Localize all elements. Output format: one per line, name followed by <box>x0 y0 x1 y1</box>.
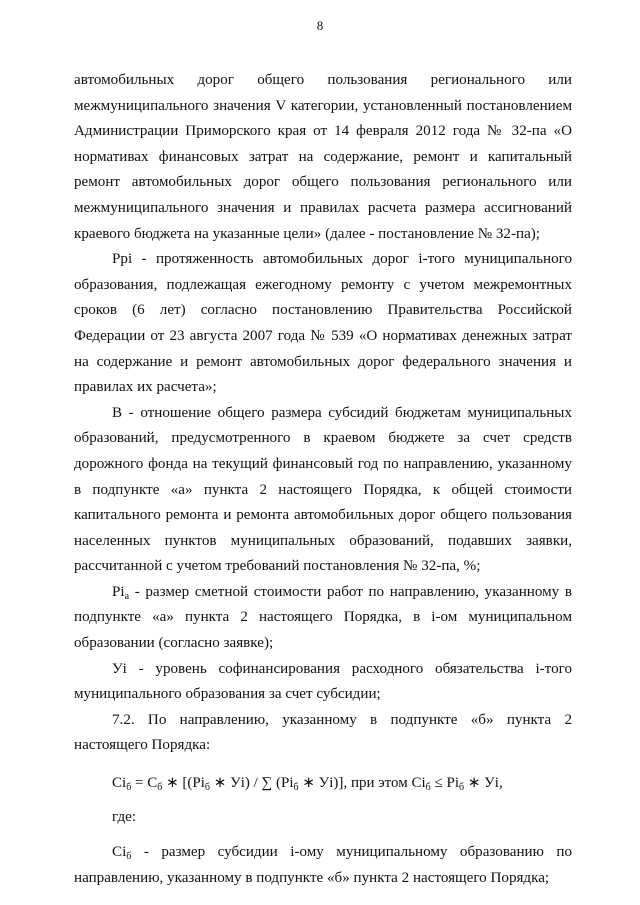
formula-cond-end: ∗ Уi, <box>464 775 503 792</box>
document-body <box>74 68 572 891</box>
paragraph-v: В - отношение общего размера субсидий бюджетам муниципальных образований, предусмотренного в краевом бюджете за счет средств дорожного фонда на текущий финансовый год по направлению, указанному в подпункте «а» пункта 2 настоящего Порядка, к общей стоимости капитального ремонта и ремонта автомобильных дорог общего пользования населенных пунктов муниципальных образований, подавших заявки, рассчитанной с учетом требований постановления № 32-па, %; <box>74 404 572 575</box>
formula-lhs: Ci <box>112 775 127 792</box>
paragraph-pia <box>74 580 572 657</box>
formula-body-2: ∗ Уi) / ∑ (Pi <box>210 775 294 792</box>
paragraph-cib <box>74 840 572 891</box>
formula-pi-sub: б <box>204 782 211 794</box>
formula-c-sub: б <box>157 782 163 794</box>
formula-body-1: ∗ [(Pi <box>162 775 205 792</box>
paragraph-ui: Уi - уровень софинансирования расходного обязательства i-того муниципального образования за счет субсидии; <box>74 660 572 703</box>
paragraph-cib-text: - размер субсидии i-ому муниципальному образованию по направлению, указанному в подпункте «б» пункта 2 настоящего Порядка; <box>74 844 572 886</box>
formula-lhs-sub: б <box>126 782 132 794</box>
paragraph-pri: Pрi - протяженность автомобильных дорог i-того муниципального образования, подлежащая ежегодному ремонту с учетом межремонтных сроков (6 лет) согласно постановлению Правительства Российской Федерации от 23 августа 2007 года № 539 «О нормативах денежных затрат на содержание и ремонт автомобильных дорог федерального значения и правилах их расчета»; <box>74 251 572 396</box>
paragraph-1: автомобильных дорог общего пользования регионального или межмуниципального значения V категории, установленный постановлением Администрации Приморского края от 14 февраля 2012 года № 32-па «О нормативах финансовых затрат на содержание, ремонт и капитальный ремонт автомобильных дорог общего пользования регионального или межмуниципального значения и правилах расчета размера ассигнований краевого бюджета на указанные цели» (далее - постановление № 32-па); <box>74 72 572 242</box>
symbol-ci: Ci <box>112 844 127 861</box>
formula-cond-prefix: , при этом Ci <box>343 775 426 792</box>
formula-pi-sub-2: б <box>293 782 299 794</box>
symbol-ci-subscript: б <box>126 851 132 863</box>
formula-eq: = C <box>131 775 158 792</box>
page-number: 8 <box>316 18 324 33</box>
symbol-pi: Pi <box>112 583 125 600</box>
paragraph-7-2: 7.2. По направлению, указанному в подпункте «б» пункта 2 настоящего Порядка: <box>74 711 572 754</box>
formula-cond-sub: б <box>425 782 431 794</box>
formula-body-3: ∗ Уi)] <box>298 775 344 792</box>
formula-cond-sub-2: б <box>459 782 465 794</box>
where-label: где: <box>112 808 137 825</box>
paragraph-pia-text: - размер сметной стоимости работ по направлению, указанному в подпункте «а» пункта 2 настоящего Порядка, в i-ом муниципальном образовании (согласно заявке); <box>74 583 572 652</box>
symbol-pi-subscript: а <box>124 590 130 602</box>
formula <box>112 771 572 797</box>
formula-cond-mid: ≤ Pi <box>430 775 460 792</box>
